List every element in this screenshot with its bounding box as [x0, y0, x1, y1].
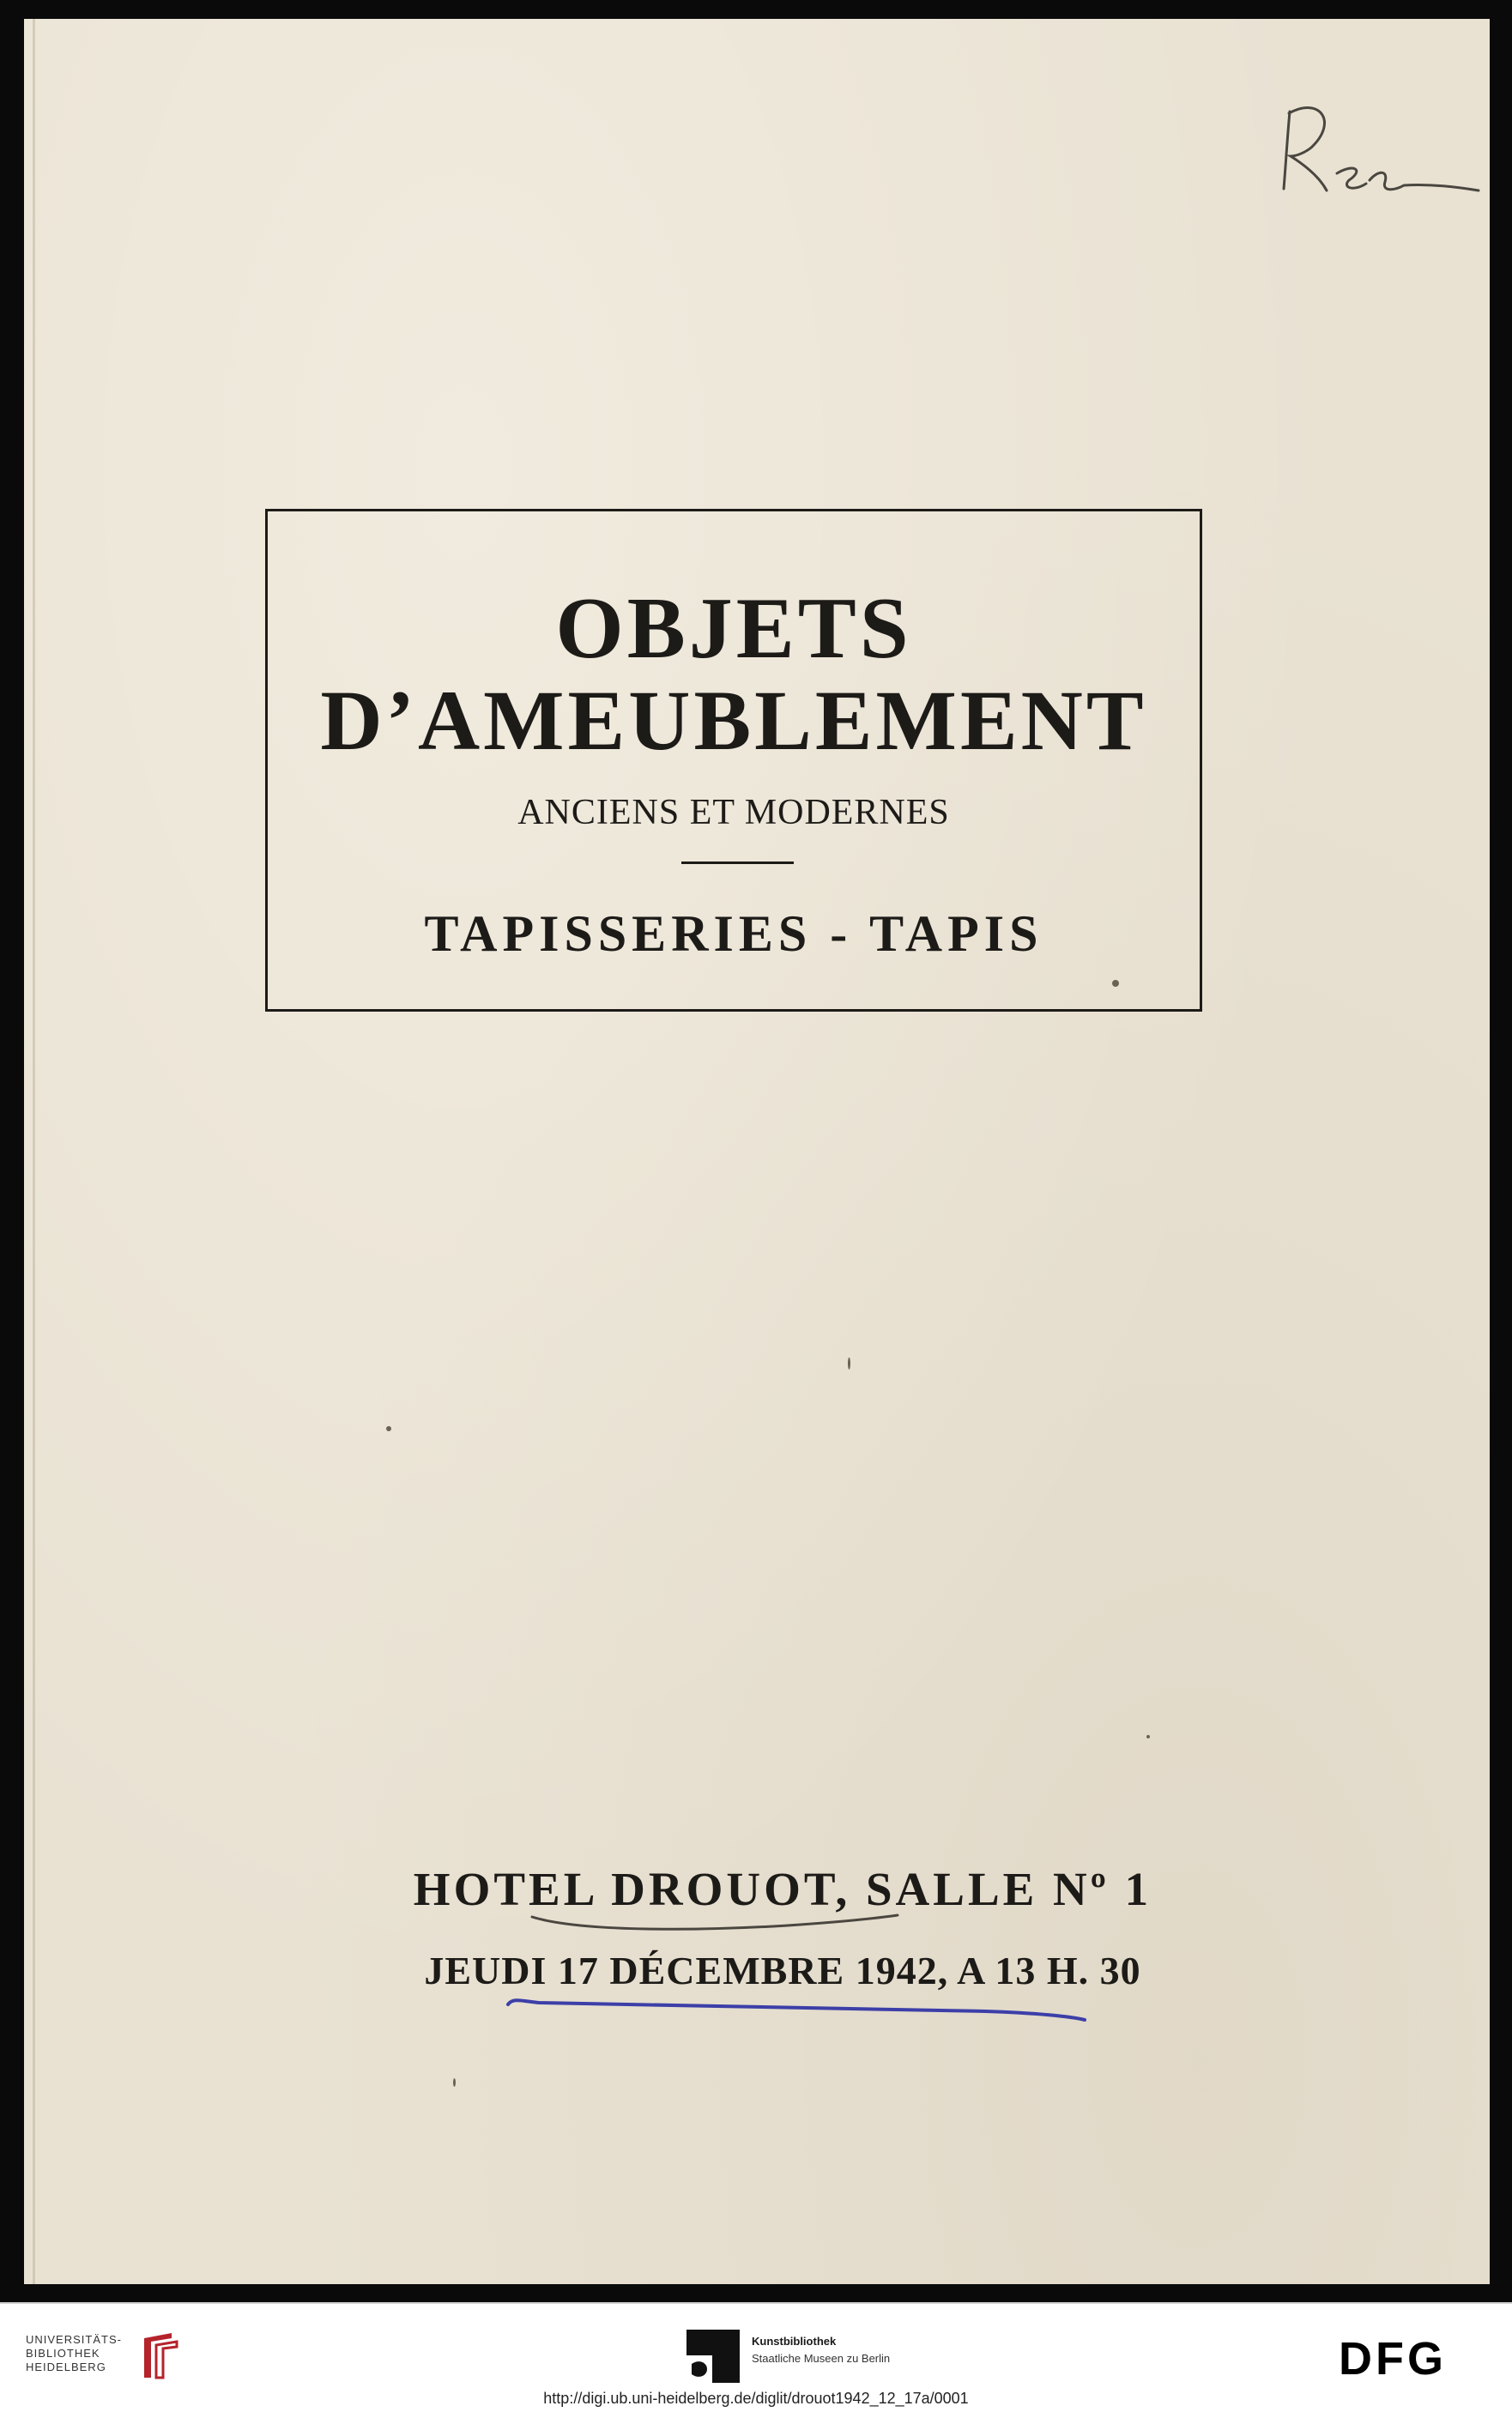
library-name-line: UNIVERSITÄTS-: [26, 2333, 122, 2346]
title-frame: [265, 509, 1202, 1012]
title-objets: OBJETS: [555, 580, 912, 677]
title-divider: [681, 861, 794, 864]
pencil-underline: [530, 1910, 899, 1936]
subtitle-anciens-modernes: ANCIENS ET MODERNES: [517, 793, 950, 832]
library-name-line: HEIDELBERG: [26, 2361, 106, 2373]
paper-speck: [848, 1357, 850, 1369]
digitization-footer: [0, 2302, 1512, 2412]
date-line: JEUDI 17 DÉCEMBRE 1942, A 13 H. 30: [424, 1949, 1141, 1992]
footer-divider: [0, 2302, 1512, 2304]
permalink-url[interactable]: http://digi.ub.uni-heidelberg.de/diglit/drouot1942_12_17a/0001: [543, 2390, 969, 2407]
title-tapisseries: TAPISSERIES - TAPIS: [424, 905, 1043, 962]
paper-speck: [453, 2078, 456, 2087]
paper-speck: [1146, 1735, 1150, 1738]
blue-pen-underline: [505, 1992, 1088, 2027]
catalogue-cover: [24, 19, 1490, 2284]
venue-line: HOTEL DROUOT, SALLE Nº 1: [413, 1863, 1152, 1915]
partner-subtitle: Staatliche Museen zu Berlin: [752, 2352, 891, 2365]
university-library-logo-icon: [137, 2330, 184, 2381]
partner-name: Kunstbibliothek: [752, 2335, 837, 2348]
dfg-logo-icon: [1339, 2336, 1488, 2378]
library-name-line: BIBLIOTHEK: [26, 2347, 100, 2360]
kunstbibliothek-logo-icon: [686, 2330, 740, 2383]
paper-speck: [1112, 980, 1119, 987]
page-edge: [33, 19, 35, 2284]
university-library-name: [26, 2333, 137, 2374]
handwritten-annotation-mark: [1260, 88, 1483, 233]
paper-speck: [386, 1426, 391, 1431]
title-ameublement: D’AMEUBLEMENT: [320, 673, 1147, 768]
dfg-logo-text: DFG: [1339, 2336, 1447, 2378]
